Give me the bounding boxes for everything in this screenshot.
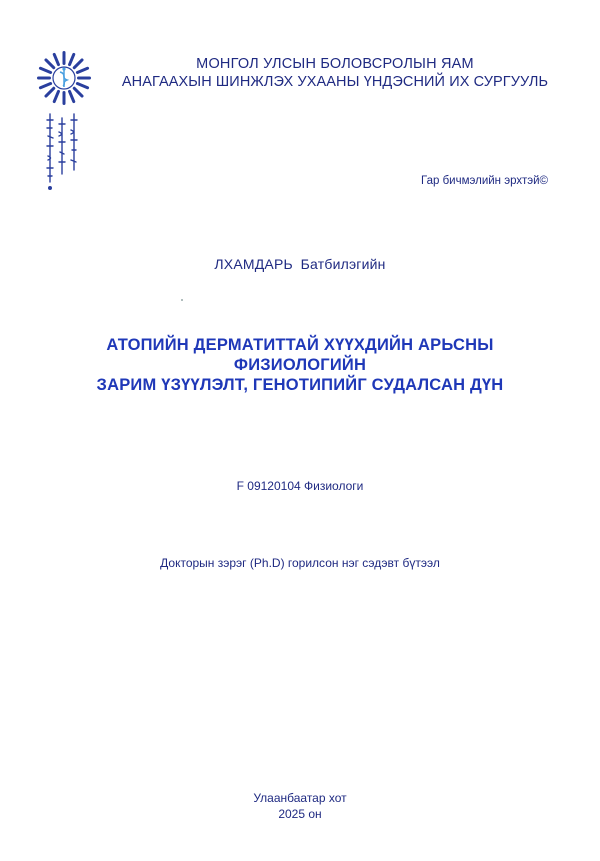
university-name: АНАГААХЫН ШИНЖЛЭХ УХААНЫ ҮНДЭСНИЙ ИХ СУРГУУЛЬ [121,74,549,90]
scan-speck [181,299,183,301]
place: Улаанбаатар хот [253,791,347,805]
ministry-name: МОНГОЛ УЛСЫН БОЛОВСРОЛЫН ЯАМ [196,56,474,72]
copyright-notice: Гар бичмэлийн эрхтэй© [421,175,548,187]
author-name [0,256,600,272]
specialty-code: F 09120104 Физиологи [236,479,364,493]
institution-header [100,55,570,91]
year: 2025 он [278,807,322,821]
thesis-title-line-1: АТОПИЙН ДЕРМАТИТТАЙ ХҮҮХДИЙН АРЬСНЫ ФИЗИОЛОГИЙН [106,336,494,374]
thesis-title [40,335,560,395]
degree-statement: Докторын зэрэг (Ph.D) горилсон нэг сэдэвт бүтээл [160,556,440,570]
author-surname: ЛХАМДАРЬ [214,256,293,272]
mongolian-script-text [40,112,90,192]
author-given-name: Батбилэгийн [300,256,386,272]
university-emblem-icon [36,50,92,106]
place-and-year [0,790,600,822]
thesis-title-line-2: ЗАРИМ ҮЗҮҮЛЭЛТ, ГЕНОТИПИЙГ СУДАЛСАН ДҮН [96,376,504,394]
